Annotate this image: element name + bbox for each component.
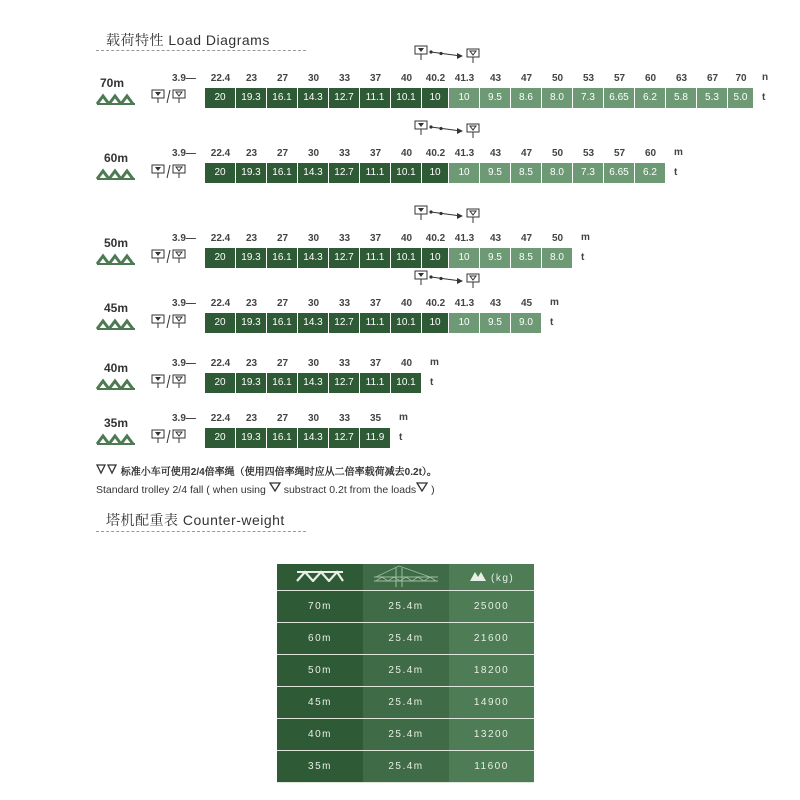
- load-value: 12.7: [329, 163, 360, 183]
- min-radius-label: 3.9—: [172, 298, 196, 309]
- load-value: 6.65: [604, 163, 635, 183]
- radius-value: 67: [706, 73, 719, 84]
- radius-value: 30: [307, 73, 320, 84]
- crane-height-header: [363, 564, 449, 591]
- radius-value: 41.3: [454, 298, 475, 309]
- radius-value: 30: [307, 148, 320, 159]
- note-chinese: [96, 463, 437, 478]
- radius-value: 47: [520, 233, 533, 244]
- min-radius-label: 3.9—: [172, 148, 196, 159]
- boom-length-label: 40m: [104, 361, 129, 375]
- radius-value: 43: [489, 233, 502, 244]
- load-value: 10: [449, 313, 480, 333]
- jib-icon: [96, 317, 136, 335]
- radius-value: 43: [489, 298, 502, 309]
- load-value: 8.0: [542, 163, 573, 183]
- load-value: 14.3: [298, 313, 329, 333]
- radius-value: 27: [276, 298, 289, 309]
- radius-value: 37: [369, 358, 382, 369]
- radius-value: 33: [338, 73, 351, 84]
- radius-value: 33: [338, 233, 351, 244]
- radius-value: 30: [307, 298, 320, 309]
- radius-value: 40.2: [425, 298, 446, 309]
- radius-value: 43: [489, 73, 502, 84]
- load-value: 11.9: [360, 428, 391, 448]
- radius-value: 23: [245, 413, 258, 424]
- radius-value: 50: [551, 148, 564, 159]
- four-fall-hook-icon: [413, 44, 483, 69]
- radius-value: 37: [369, 298, 382, 309]
- load-value: 8.5: [511, 163, 542, 183]
- counterweight-row: [277, 591, 534, 623]
- four-fall-hook-icon: [269, 484, 281, 496]
- load-value: 7.3: [573, 163, 604, 183]
- cw-weight: 25000: [449, 591, 534, 623]
- note-english-part-a: Standard trolley 2/4 fall ( when using: [96, 484, 266, 496]
- cw-weight: 14900: [449, 687, 534, 719]
- note-english-part-b: substract 0.2t from the loads: [283, 484, 417, 496]
- load-bar: [205, 248, 573, 268]
- load-value: 8.0: [542, 248, 573, 268]
- load-value: 16.1: [267, 248, 298, 268]
- hook-fall-icons: [150, 248, 190, 271]
- radius-value: 57: [613, 148, 626, 159]
- load-value: 20: [205, 248, 236, 268]
- load-value: 14.3: [298, 163, 329, 183]
- load-value: 12.7: [329, 88, 360, 108]
- load-value: 16.1: [267, 313, 298, 333]
- cw-weight: 13200: [449, 719, 534, 751]
- cw-crane-height: 25.4m: [363, 623, 449, 655]
- load-value: 9.0: [511, 313, 542, 333]
- load-value: 9.5: [480, 163, 511, 183]
- load-unit: t: [399, 432, 403, 443]
- cw-crane-height: 25.4m: [363, 655, 449, 687]
- radius-value: 40: [400, 148, 413, 159]
- weight-unit: (kg): [491, 572, 515, 584]
- load-value: 11.1: [360, 88, 391, 108]
- load-value: 14.3: [298, 373, 329, 393]
- boom-length-label: 70m: [100, 76, 125, 90]
- radius-value: 40: [400, 233, 413, 244]
- load-value: 6.65: [604, 88, 635, 108]
- radius-value: 22.4: [210, 148, 231, 159]
- jib-icon: [96, 252, 136, 270]
- radius-value: 40.2: [425, 233, 446, 244]
- radius-unit: n: [762, 72, 769, 83]
- load-value: 19.3: [236, 313, 267, 333]
- radius-unit: m: [581, 232, 590, 243]
- load-value: 10.1: [391, 373, 422, 393]
- counterweight-row: [277, 623, 534, 655]
- load-value: 20: [205, 163, 236, 183]
- load-value: 19.3: [236, 163, 267, 183]
- radius-value: 47: [520, 73, 533, 84]
- radius-value: 23: [245, 233, 258, 244]
- load-value: 12.7: [329, 428, 360, 448]
- load-value: 10.1: [391, 313, 422, 333]
- load-value: 12.7: [329, 313, 360, 333]
- cw-weight: 11600: [449, 751, 534, 783]
- radius-unit: m: [399, 412, 408, 423]
- load-unit: t: [581, 252, 585, 263]
- radius-value: 30: [307, 413, 320, 424]
- radius-value: 33: [338, 413, 351, 424]
- load-value: 12.7: [329, 373, 360, 393]
- load-unit: t: [550, 317, 554, 328]
- load-bar: [205, 428, 391, 448]
- radius-value: 53: [582, 148, 595, 159]
- radius-value: 30: [307, 233, 320, 244]
- radius-value: 27: [276, 413, 289, 424]
- cw-boom-length: 45m: [277, 687, 363, 719]
- radius-value: 37: [369, 73, 382, 84]
- radius-unit: m: [550, 297, 559, 308]
- cw-weight: 21600: [449, 623, 534, 655]
- load-value: 20: [205, 88, 236, 108]
- load-value: 6.2: [635, 163, 666, 183]
- load-value: 10: [449, 163, 480, 183]
- counterweight-row: [277, 719, 534, 751]
- boom-length-label: 50m: [104, 236, 129, 250]
- hook-fall-icon: [96, 467, 121, 478]
- counterweight-row: [277, 687, 534, 719]
- load-value: 19.3: [236, 428, 267, 448]
- radius-value: 50: [551, 233, 564, 244]
- radius-value: 41.3: [454, 148, 475, 159]
- min-radius-label: 3.9—: [172, 413, 196, 424]
- radius-value: 33: [338, 298, 351, 309]
- load-value: 10: [422, 248, 449, 268]
- load-value: 5.0: [728, 88, 754, 108]
- load-bar: [205, 163, 666, 183]
- radius-value: 63: [675, 73, 688, 84]
- counterweight-row: [277, 655, 534, 687]
- four-fall-hook-icon: [413, 204, 483, 229]
- radius-value: 70: [735, 73, 747, 84]
- radius-value: 27: [276, 233, 289, 244]
- load-value: 12.7: [329, 248, 360, 268]
- load-value: 10: [422, 163, 449, 183]
- load-value: 8.6: [511, 88, 542, 108]
- radius-value: 23: [245, 358, 258, 369]
- cw-crane-height: 25.4m: [363, 719, 449, 751]
- load-unit: t: [430, 377, 434, 388]
- boom-length-label: 35m: [104, 416, 129, 430]
- load-value: 9.5: [480, 88, 511, 108]
- note-chinese-text: 标准小车可使用2/4倍率绳（使用四倍率绳时应从二倍率载荷减去0.2t）。: [120, 467, 437, 478]
- load-value: 14.3: [298, 248, 329, 268]
- radius-value: 53: [582, 73, 595, 84]
- cw-boom-length: 50m: [277, 655, 363, 687]
- radius-value: 27: [276, 358, 289, 369]
- counterweight-table: [277, 564, 534, 783]
- radius-value: 22.4: [210, 413, 231, 424]
- load-value: 7.3: [573, 88, 604, 108]
- load-bar: [205, 88, 754, 108]
- radius-value: 22.4: [210, 233, 231, 244]
- load-value: 16.1: [267, 163, 298, 183]
- load-value: 19.3: [236, 88, 267, 108]
- load-value: 5.3: [697, 88, 728, 108]
- title-divider: [96, 50, 306, 51]
- radius-value: 30: [307, 358, 320, 369]
- load-value: 11.1: [360, 313, 391, 333]
- radius-value: 37: [369, 233, 382, 244]
- hook-fall-icons: [150, 163, 190, 186]
- counterweight-icon: [469, 571, 487, 581]
- load-value: 20: [205, 313, 236, 333]
- load-value: 16.1: [267, 373, 298, 393]
- load-value: 6.2: [635, 88, 666, 108]
- jib-icon: [96, 377, 136, 395]
- load-bar: [205, 313, 542, 333]
- load-diagrams-title: 载荷特性 Load Diagrams: [106, 32, 270, 48]
- radius-value: 33: [338, 358, 351, 369]
- cw-boom-length: 60m: [277, 623, 363, 655]
- radius-value: 22.4: [210, 298, 231, 309]
- note-english: [96, 482, 435, 496]
- load-value: 19.3: [236, 248, 267, 268]
- radius-value: 37: [369, 148, 382, 159]
- min-radius-label: 3.9—: [172, 358, 196, 369]
- load-value: 10.1: [391, 163, 422, 183]
- load-value: 16.1: [267, 88, 298, 108]
- radius-value: 40: [400, 73, 413, 84]
- radius-value: 45: [520, 298, 533, 309]
- jib-icon: [295, 570, 345, 582]
- radius-value: 27: [276, 73, 289, 84]
- boom-length-label: 60m: [104, 151, 129, 165]
- load-value: 19.3: [236, 373, 267, 393]
- load-unit: t: [762, 92, 766, 103]
- counterweight-title: 塔机配重表 Counter-weight: [106, 512, 285, 528]
- radius-value: 47: [520, 148, 533, 159]
- radius-value: 60: [644, 73, 657, 84]
- load-value: 14.3: [298, 88, 329, 108]
- note-english-part-c: ): [431, 484, 435, 496]
- load-value: 20: [205, 428, 236, 448]
- load-value: 20: [205, 373, 236, 393]
- hook-fall-icons: [150, 373, 190, 396]
- radius-value: 35: [369, 413, 382, 424]
- radius-value: 40: [400, 298, 413, 309]
- radius-value: 27: [276, 148, 289, 159]
- load-value: 11.1: [360, 163, 391, 183]
- radius-value: 23: [245, 148, 258, 159]
- load-value: 5.8: [666, 88, 697, 108]
- hook-icon: [416, 484, 428, 496]
- load-value: 11.1: [360, 373, 391, 393]
- load-unit: t: [674, 167, 678, 178]
- cw-boom-length: 40m: [277, 719, 363, 751]
- load-value: 9.5: [480, 313, 511, 333]
- radius-value: 33: [338, 148, 351, 159]
- counterweight-row: [277, 751, 534, 783]
- radius-value: 57: [613, 73, 626, 84]
- load-bar: [205, 373, 422, 393]
- radius-value: 23: [245, 73, 258, 84]
- load-value: 8.5: [511, 248, 542, 268]
- four-fall-hook-icon: [413, 269, 483, 294]
- load-value: 10: [422, 313, 449, 333]
- hook-fall-icons: [150, 313, 190, 336]
- load-value: 10: [422, 88, 449, 108]
- boom-length-label: 45m: [104, 301, 129, 315]
- hook-fall-icons: [150, 88, 190, 111]
- tower-crane-icon: [370, 565, 442, 587]
- load-value: 11.1: [360, 248, 391, 268]
- radius-value: 23: [245, 298, 258, 309]
- radius-value: 40.2: [425, 73, 446, 84]
- weight-header: [449, 564, 534, 591]
- radius-value: 60: [644, 148, 657, 159]
- radius-unit: m: [674, 147, 683, 158]
- counterweight-divider: [96, 531, 306, 532]
- jib-icon: [96, 432, 136, 450]
- load-value: 8.0: [542, 88, 573, 108]
- radius-value: 22.4: [210, 73, 231, 84]
- radius-value: 40.2: [425, 148, 446, 159]
- cw-crane-height: 25.4m: [363, 591, 449, 623]
- load-value: 10: [449, 248, 480, 268]
- radius-unit: m: [430, 357, 439, 368]
- four-fall-hook-icon: [413, 119, 483, 144]
- cw-boom-length: 70m: [277, 591, 363, 623]
- cw-boom-length: 35m: [277, 751, 363, 783]
- radius-value: 40: [400, 358, 413, 369]
- load-value: 9.5: [480, 248, 511, 268]
- boom-length-header: [277, 564, 363, 591]
- radius-value: 41.3: [454, 73, 475, 84]
- load-value: 10.1: [391, 248, 422, 268]
- hook-fall-icons: [150, 428, 190, 451]
- jib-icon: [96, 92, 136, 110]
- load-value: 10.1: [391, 88, 422, 108]
- radius-value: 41.3: [454, 233, 475, 244]
- jib-icon: [96, 167, 136, 185]
- cw-weight: 18200: [449, 655, 534, 687]
- cw-crane-height: 25.4m: [363, 687, 449, 719]
- load-value: 14.3: [298, 428, 329, 448]
- radius-value: 50: [551, 73, 564, 84]
- min-radius-label: 3.9—: [172, 73, 196, 84]
- radius-value: 22.4: [210, 358, 231, 369]
- radius-value: 43: [489, 148, 502, 159]
- load-value: 10: [449, 88, 480, 108]
- min-radius-label: 3.9—: [172, 233, 196, 244]
- cw-crane-height: 25.4m: [363, 751, 449, 783]
- load-value: 16.1: [267, 428, 298, 448]
